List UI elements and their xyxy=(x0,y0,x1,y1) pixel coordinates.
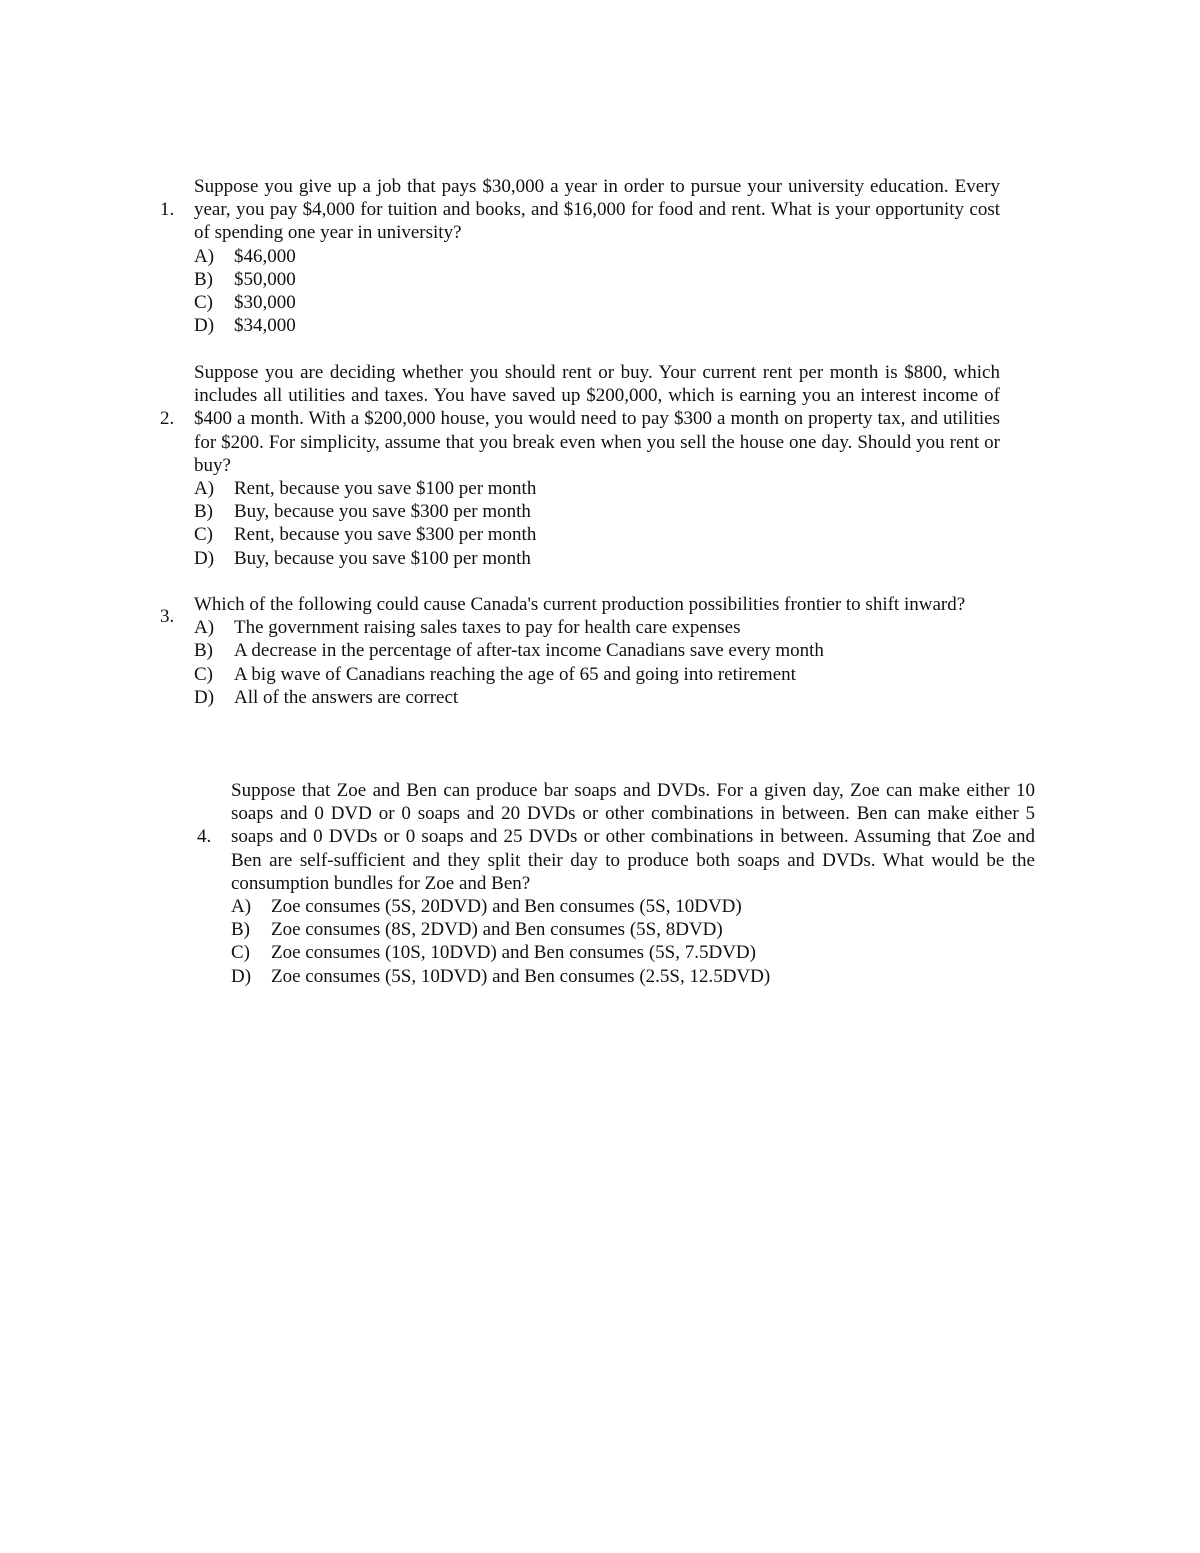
question-number: 3. xyxy=(160,606,175,627)
answer-option xyxy=(194,639,1000,662)
question-stem: Suppose that Zoe and Ben can produce bar soaps and DVDs. For a given day, Zoe can make either 10 soaps and 0 DVD or 0 soaps and 20 DVDs or other combinations in between. Ben can make either 5 soaps and 0 DVDs or 0 soaps and 25 DVDs or other combinations in between. Assuming that Zoe and Ben are self-sufficient and they split their day to produce both soaps and DVDs. What would be the consumption bundles for Zoe and Ben? xyxy=(231,780,1035,894)
answer-option xyxy=(194,523,1000,546)
question-stem: Which of the following could cause Canada's current production possibilities frontier to shift inward? xyxy=(194,594,966,615)
answer-options xyxy=(194,477,1000,570)
option-letter: D) xyxy=(231,965,252,987)
question-body xyxy=(231,779,1035,988)
answer-option xyxy=(194,547,1000,570)
option-text: Rent, because you save $300 per month xyxy=(234,524,537,546)
option-text: $50,000 xyxy=(234,268,296,290)
option-text: $30,000 xyxy=(234,291,296,313)
option-text: The government raising sales taxes to pay for health care expenses xyxy=(234,617,741,639)
question-stem: Suppose you are deciding whether you should rent or buy. Your current rent per month is $800, which includes all utilities and taxes. You have saved up $200,000, which is earning you an interest income of $400 a month. With a $200,000 house, you would need to pay $300 a month on property tax, and utilities for $200. For simplicity, assume that you break even when you sell the house one day. Should you rent or buy? xyxy=(194,362,1000,476)
option-letter: A) xyxy=(231,896,252,918)
answer-option xyxy=(194,268,1000,291)
option-text: Rent, because you save $100 per month xyxy=(234,478,537,500)
answer-option xyxy=(231,918,1035,941)
option-letter: B) xyxy=(194,501,213,523)
option-letter: C) xyxy=(194,291,213,313)
answer-option xyxy=(194,663,1000,686)
answer-option xyxy=(231,941,1035,964)
option-text: All of the answers are correct xyxy=(234,686,459,708)
option-text: Zoe consumes (5S, 20DVD) and Ben consumes (5S, 10DVD) xyxy=(271,896,742,918)
answer-option xyxy=(194,245,1000,268)
option-letter: D) xyxy=(194,547,215,569)
option-text: Buy, because you save $300 per month xyxy=(234,501,531,523)
option-letter: B) xyxy=(194,640,213,662)
answer-option xyxy=(194,477,1000,500)
answer-option xyxy=(194,314,1000,337)
answer-options xyxy=(194,245,1000,338)
question-number: 2. xyxy=(160,408,175,429)
question-body xyxy=(194,593,1000,709)
question-number: 1. xyxy=(160,199,175,220)
option-letter: D) xyxy=(194,686,215,708)
option-text: $46,000 xyxy=(234,245,296,267)
option-text: A decrease in the percentage of after-tax income Canadians save every month xyxy=(234,640,824,662)
question-body xyxy=(194,175,1000,337)
option-letter: B) xyxy=(231,919,250,941)
answer-options xyxy=(194,616,1000,709)
question-stem: Suppose you give up a job that pays $30,000 a year in order to pursue your university education. Every year, you pay $4,000 for tuition and books, and $16,000 for food and rent. What is your opportunity cost of spending one year in university? xyxy=(194,176,1000,244)
question-body xyxy=(194,361,1000,570)
option-letter: C) xyxy=(194,663,213,685)
answer-option xyxy=(231,965,1035,988)
answer-option xyxy=(194,616,1000,639)
option-text: Zoe consumes (5S, 10DVD) and Ben consumes (2.5S, 12.5DVD) xyxy=(271,965,771,987)
option-text: $34,000 xyxy=(234,315,296,337)
answer-option xyxy=(194,291,1000,314)
answer-options xyxy=(231,895,1035,988)
answer-option xyxy=(231,895,1035,918)
option-letter: D) xyxy=(194,315,215,337)
question-number: 4. xyxy=(197,826,212,847)
option-text: A big wave of Canadians reaching the age of 65 and going into retirement xyxy=(234,663,796,685)
option-letter: A) xyxy=(194,617,215,639)
option-letter: C) xyxy=(194,524,213,546)
answer-option xyxy=(194,686,1000,709)
option-letter: B) xyxy=(194,268,213,290)
option-letter: A) xyxy=(194,478,215,500)
option-text: Zoe consumes (8S, 2DVD) and Ben consumes (5S, 8DVD) xyxy=(271,919,723,941)
option-text: Buy, because you save $100 per month xyxy=(234,547,531,569)
option-letter: A) xyxy=(194,245,215,267)
option-letter: C) xyxy=(231,942,250,964)
option-text: Zoe consumes (10S, 10DVD) and Ben consumes (5S, 7.5DVD) xyxy=(271,942,756,964)
answer-option xyxy=(194,500,1000,523)
